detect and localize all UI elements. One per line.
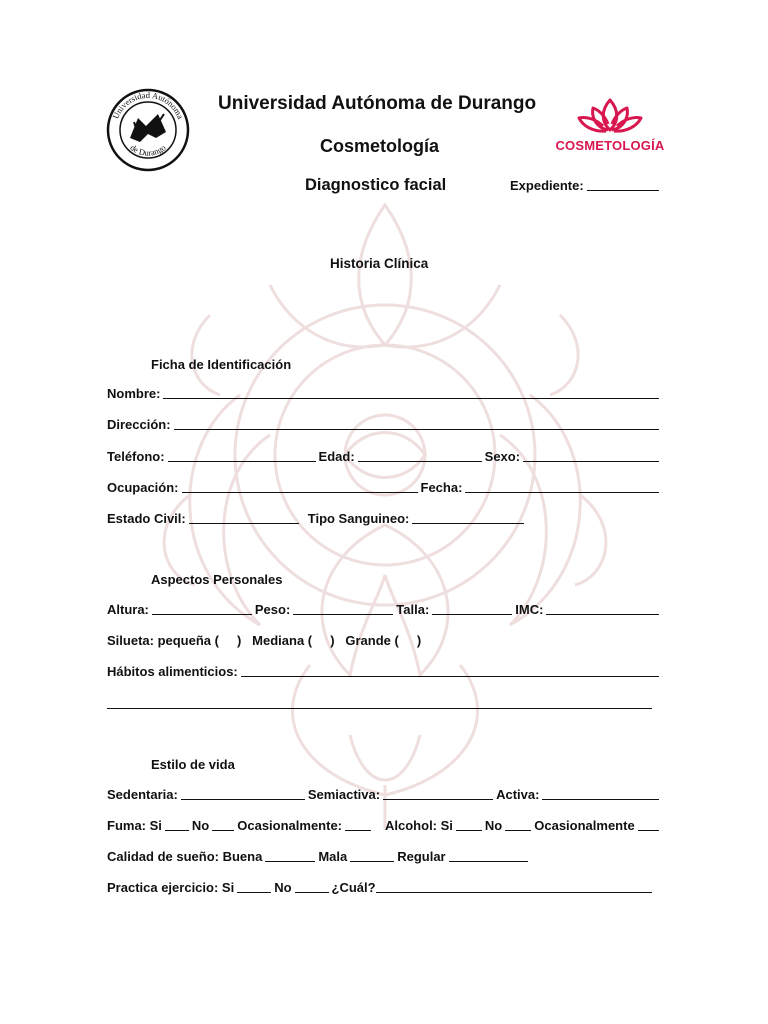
- program-name: Cosmetología: [320, 136, 440, 156]
- ejercicio-si-input[interactable]: [237, 880, 271, 893]
- expediente-field: [510, 178, 662, 193]
- sexo-input[interactable]: [523, 449, 659, 462]
- imc-input[interactable]: [546, 602, 659, 615]
- alcohol-no-label: No: [484, 818, 503, 833]
- fuma-ocasional-input[interactable]: [345, 818, 371, 831]
- habitos-continuation-row: [107, 696, 655, 711]
- sedentaria-input[interactable]: [181, 787, 305, 800]
- fuma-ocasional-label: Ocasionalmente:: [237, 818, 343, 833]
- sueno-regular-input[interactable]: [449, 849, 528, 862]
- activa-label: Activa:: [496, 787, 540, 802]
- alcohol-no-input[interactable]: [505, 818, 531, 831]
- alcohol-ocasional-input[interactable]: [638, 818, 659, 831]
- ejercicio-cual-input[interactable]: [376, 880, 652, 893]
- alcohol-si-input[interactable]: [456, 818, 482, 831]
- nombre-label: Nombre:: [107, 386, 161, 401]
- telefono-row: [107, 449, 662, 464]
- fuma-no-input[interactable]: [212, 818, 234, 831]
- activa-input[interactable]: [542, 787, 659, 800]
- svg-text:Universidad Autónoma: Universidad Autónoma: [110, 89, 186, 121]
- sueno-mala-input[interactable]: [350, 849, 394, 862]
- lifestyle-heading: Estilo de vida: [151, 757, 235, 772]
- nombre-input[interactable]: [163, 386, 659, 399]
- tipo-sanguineo-label: Tipo Sanguineo:: [307, 511, 410, 526]
- ocupacion-input[interactable]: [182, 480, 418, 493]
- university-seal-icon: [106, 88, 190, 172]
- direccion-row: [107, 417, 662, 432]
- estado-civil-row: [107, 511, 527, 526]
- alcohol-label: Alcohol: Si: [385, 818, 453, 833]
- fuma-no-label: No: [191, 818, 210, 833]
- sueno-label: Calidad de sueño: Buena: [107, 849, 263, 864]
- document-title: Diagnostico facial: [305, 176, 447, 194]
- tipo-sanguineo-input[interactable]: [412, 511, 524, 524]
- sedentaria-label: Sedentaria:: [107, 787, 178, 802]
- edad-input[interactable]: [358, 449, 482, 462]
- identification-heading: Ficha de Identificación: [151, 357, 292, 372]
- talla-label: Talla:: [396, 602, 430, 617]
- sueno-mala-label: Mala: [318, 849, 348, 864]
- ejercicio-cual-label: ¿Cuál?: [331, 880, 376, 895]
- fecha-input[interactable]: [465, 480, 659, 493]
- habitos-input[interactable]: [241, 664, 659, 677]
- fuma-label: Fuma: Si: [107, 818, 162, 833]
- imc-label: IMC:: [515, 602, 544, 617]
- semiactiva-input[interactable]: [383, 787, 493, 800]
- altura-input[interactable]: [152, 602, 252, 615]
- sexo-label: Sexo:: [484, 449, 521, 464]
- medidas-row: [107, 602, 662, 617]
- peso-input[interactable]: [293, 602, 393, 615]
- talla-input[interactable]: [432, 602, 512, 615]
- university-name: Universidad Autónoma de Durango: [218, 93, 537, 114]
- personal-heading: Aspectos Personales: [151, 572, 283, 587]
- fuma-alcohol-row: [107, 818, 662, 833]
- habitos-input-line-2[interactable]: [107, 696, 652, 709]
- edad-label: Edad:: [318, 449, 355, 464]
- sueno-buena-input[interactable]: [265, 849, 315, 862]
- estado-civil-label: Estado Civil:: [107, 511, 186, 526]
- telefono-input[interactable]: [168, 449, 316, 462]
- section-title: Historia Clínica: [330, 256, 429, 271]
- ejercicio-no-label: No: [274, 880, 292, 895]
- cosmetologia-logo: [552, 96, 668, 160]
- lotus-icon: [575, 96, 645, 136]
- svg-text:de Durango: de Durango: [128, 142, 168, 158]
- direccion-label: Dirección:: [107, 417, 171, 432]
- expediente-input[interactable]: [587, 178, 659, 191]
- nombre-row: [107, 386, 662, 401]
- fuma-si-input[interactable]: [165, 818, 189, 831]
- altura-label: Altura:: [107, 602, 149, 617]
- ocupacion-row: [107, 480, 662, 495]
- peso-label: Peso:: [254, 602, 291, 617]
- brand-logo-text: COSMETOLOGÍA: [555, 138, 665, 153]
- expediente-label: Expediente:: [510, 178, 584, 193]
- estado-civil-input[interactable]: [189, 511, 299, 524]
- ejercicio-no-input[interactable]: [295, 880, 329, 893]
- habitos-label: Hábitos alimenticios:: [107, 664, 238, 679]
- silueta-row[interactable]: [107, 633, 662, 648]
- alcohol-ocasional-label: Ocasionalmente: [534, 818, 635, 833]
- ejercicio-label: Practica ejercicio: Si: [107, 880, 235, 895]
- telefono-label: Teléfono:: [107, 449, 165, 464]
- silueta-options[interactable]: Silueta: pequeña ( ) Mediana ( ) Grande ( ): [107, 633, 422, 648]
- direccion-input[interactable]: [174, 417, 659, 430]
- ocupacion-label: Ocupación:: [107, 480, 179, 495]
- habitos-row: [107, 664, 662, 679]
- sueno-regular-label: Regular: [397, 849, 446, 864]
- sueno-row: [107, 849, 531, 864]
- semiactiva-label: Semiactiva:: [307, 787, 381, 802]
- ejercicio-row: [107, 880, 655, 895]
- actividad-row: [107, 787, 662, 802]
- fecha-label: Fecha:: [420, 480, 463, 495]
